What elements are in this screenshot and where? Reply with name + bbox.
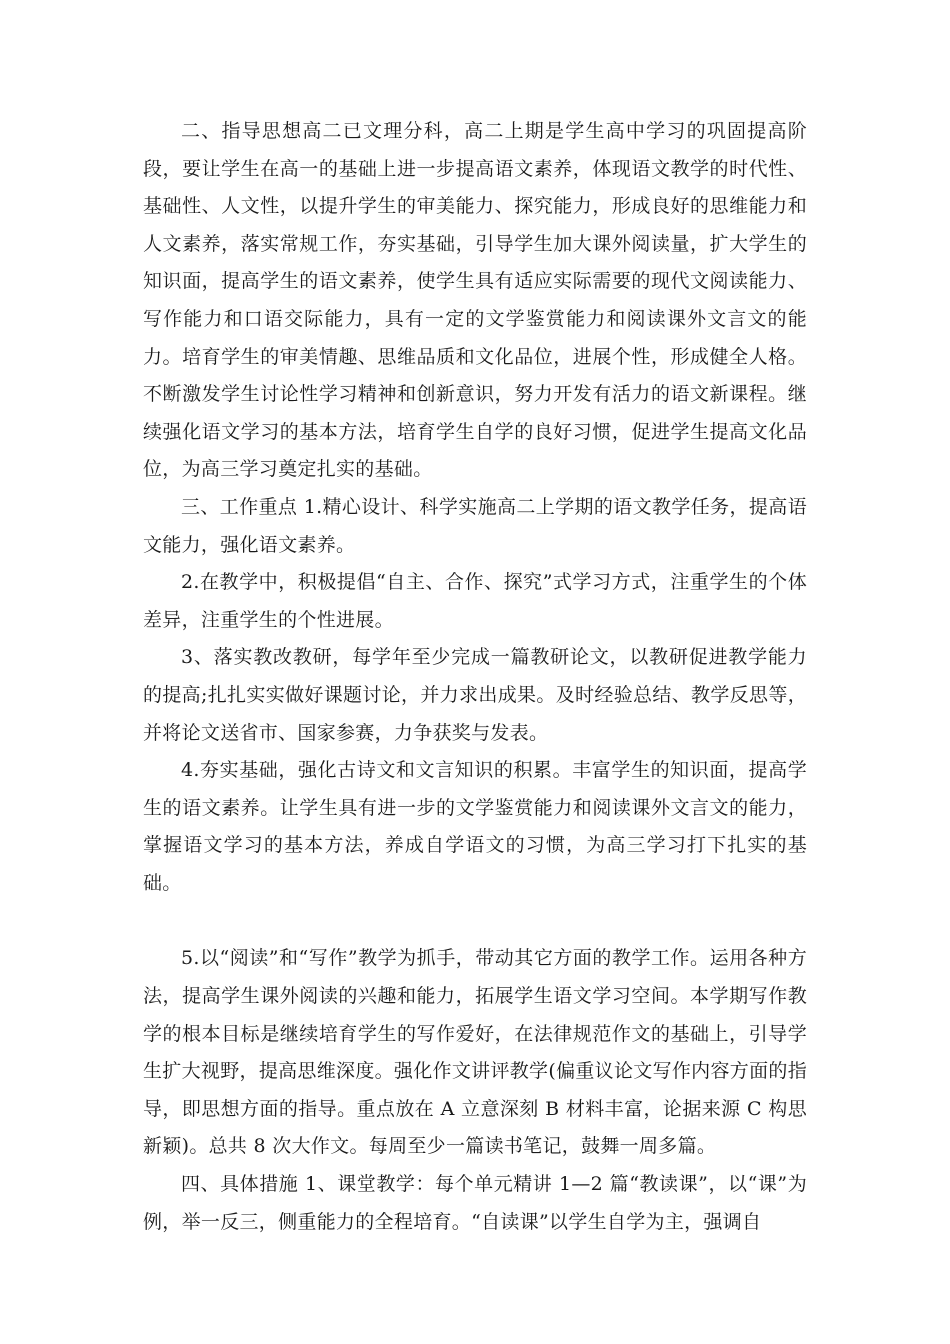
paragraph-work-focus-1: 三、工作重点 1.精心设计、科学实施高二上学期的语文教学任务，提高语文能力，强化语文素养。 [143,495,807,556]
paragraph-specific-measures: 四、具体措施 1、课堂教学：每个单元精讲 1—2 篇“教读课”，以“课”为例，举一反三，侧重能力的全程培育。“自读课”以学生自学为主，强调自 [143,1173,807,1233]
paragraph-guiding-ideology: 二、指导思想高二已文理分科，高二上期是学生高中学习的巩固提高阶段，要让学生在高一的基础上进一步提高语文素养，体现语文教学的时代性、基础性、人文性，以提升学生的审美能力、探究能力，形成良好的思维能力和人文素养，落实常规工作，夯实基础，引导学生加大课外阅读量，扩大学生的知识面，提高学生的语文素养，使学生具有适应实际需要的现代文阅读能力、写作能力和口语交际能力，具有一定的文学鉴赏能力和阅读课外文言文的能力。培育学生的审美情趣、思维品质和文化品位，进展个性，形成健全人格。不断激发学生讨论性学习精神和创新意识，努力开发有活力的语文新课程。继续强化语文学习的基本方法，培育学生自学的良好习惯，促进学生提高文化品位，为高三学习奠定扎实的基础。 [143,120,807,481]
paragraph-work-focus-3: 3、落实教改教研，每学年至少完成一篇教研论文，以教研促进教学能力的提高;扎扎实实做好课题讨论，并力求出成果。及时经验总结、教学反思等，并将论文送省市、国家参赛，力争获奖与发表。 [143,646,807,744]
paragraph-work-focus-2: 2.在教学中，积极提倡“自主、合作、探究”式学习方式，注重学生的个体差异，注重学生的个性进展。 [143,571,807,631]
document-body [143,113,807,1241]
paragraph-work-focus-5: 5.以“阅读”和“写作”教学为抓手，带动其它方面的教学工作。运用各种方法，提高学生课外阅读的兴趣和能力，拓展学生语文学习空间。本学期写作教学的根本目标是继续培育学生的写作爱好，在法律规范作文的基础上，引导学生扩大视野，提高思维深度。强化作文讲评教学(偏重议论文写作内容方面的指导，即思想方面的指导。重点放在 A 立意深刻 B 材料丰富，论据来源 C 构思新颖)。总共 8 次大作文。每周至少一篇读书笔记，鼓舞一周多篇。 [143,947,807,1158]
paragraph-work-focus-4: 4.夯实基础，强化古诗文和文言知识的积累。丰富学生的知识面，提高学生的语文素养。让学生具有进一步的文学鉴赏能力和阅读课外文言文的能力，掌握语文学习的基本方法，养成自学语文的习惯，为高三学习打下扎实的基础。 [143,759,807,894]
